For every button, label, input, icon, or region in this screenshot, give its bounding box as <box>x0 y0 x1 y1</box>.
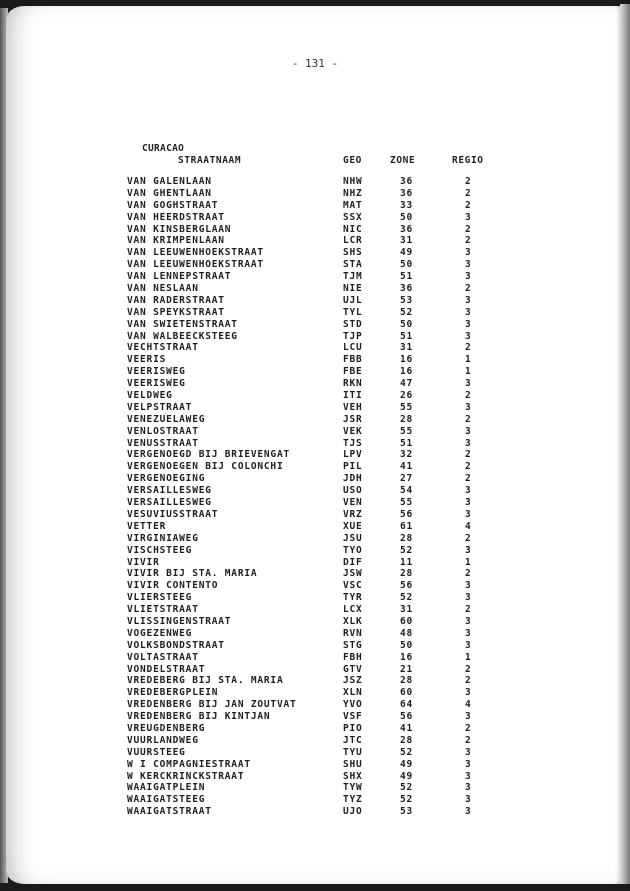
table-row <box>0 771 630 783</box>
table-row <box>0 271 630 283</box>
table-row <box>0 224 630 236</box>
table-row <box>0 331 630 343</box>
column-header-zone: ZONE <box>390 155 416 166</box>
geo-code: LCU <box>343 342 363 354</box>
table-row <box>0 711 630 723</box>
zone-number: 52 <box>400 544 414 556</box>
table-row <box>0 176 630 188</box>
street-name: VLIETSTRAAT <box>127 604 199 616</box>
street-name: VIVIR CONTENTO <box>127 580 219 592</box>
regio-number: 3 <box>465 794 472 806</box>
zone-number: 50 <box>400 259 414 271</box>
regio-number: 3 <box>465 318 472 330</box>
table-row <box>0 259 630 271</box>
street-name: VAN GALENLAAN <box>127 176 212 187</box>
street-name: VAN SWIETENSTRAAT <box>127 318 238 330</box>
regio-number: 2 <box>465 235 472 247</box>
geo-code: SHU <box>343 758 363 770</box>
table-row <box>0 675 630 687</box>
regio-number: 2 <box>465 176 472 187</box>
geo-code: TYU <box>343 746 363 758</box>
column-header-geo: GEO <box>343 155 362 166</box>
zone-number: 49 <box>400 770 414 782</box>
zone-number: 33 <box>400 199 414 211</box>
regio-number: 2 <box>465 199 472 211</box>
zone-number: 60 <box>400 687 414 699</box>
regio-number: 3 <box>465 401 472 413</box>
geo-code: NIC <box>343 223 363 235</box>
street-name: VETTER <box>127 520 167 532</box>
geo-code: XUE <box>343 520 363 532</box>
zone-number: 60 <box>400 615 414 627</box>
table-row <box>0 699 630 711</box>
table-row <box>0 557 630 569</box>
regio-number: 2 <box>465 413 472 425</box>
street-name: VAN GHENTLAAN <box>127 187 212 199</box>
zone-number: 36 <box>400 187 414 199</box>
street-name: WAAIGATSTRAAT <box>127 806 212 818</box>
table-row <box>0 188 630 200</box>
regio-number: 3 <box>465 758 472 770</box>
table-row <box>0 235 630 247</box>
table-row <box>0 604 630 616</box>
street-name: VIRGINIAWEG <box>127 532 199 544</box>
zone-number: 52 <box>400 746 414 758</box>
regio-number: 3 <box>465 615 472 627</box>
table-row <box>0 200 630 212</box>
geo-code: SHS <box>343 247 363 259</box>
street-name: VESUVIUSSTRAAT <box>127 508 219 520</box>
table-row <box>0 473 630 485</box>
regio-number: 3 <box>465 687 472 699</box>
regio-number: 3 <box>465 782 472 794</box>
table-row <box>0 794 630 806</box>
zone-number: 64 <box>400 699 414 711</box>
geo-code: LCX <box>343 604 363 616</box>
regio-number: 2 <box>465 663 472 675</box>
geo-code: XLK <box>343 615 363 627</box>
street-name: VREUGDENBERG <box>127 722 206 734</box>
regio-number: 3 <box>465 639 472 651</box>
table-row <box>0 461 630 473</box>
geo-code: TJS <box>343 437 363 449</box>
regio-number: 1 <box>465 556 472 568</box>
table-row <box>0 640 630 652</box>
geo-code: JSR <box>343 413 363 425</box>
geo-code: MAT <box>343 199 363 211</box>
street-name: WAAIGATSTEEG <box>127 794 206 806</box>
zone-number: 50 <box>400 211 414 223</box>
street-name: VIVIR BIJ STA. MARIA <box>127 568 258 580</box>
geo-code: JSZ <box>343 675 363 687</box>
table-row <box>0 580 630 592</box>
table-row <box>0 247 630 259</box>
regio-number: 2 <box>465 449 472 461</box>
street-name: WAAIGATPLEIN <box>127 782 206 794</box>
table-row <box>0 652 630 664</box>
table-row <box>0 342 630 354</box>
table-row <box>0 687 630 699</box>
table-row <box>0 759 630 771</box>
street-name: VAN KINSBERGLAAN <box>127 223 232 235</box>
regio-number: 3 <box>465 437 472 449</box>
geo-code: YVO <box>343 699 363 711</box>
table-row <box>0 295 630 307</box>
zone-number: 32 <box>400 449 414 461</box>
zone-number: 41 <box>400 461 414 473</box>
zone-number: 54 <box>400 485 414 497</box>
street-name: VELPSTRAAT <box>127 401 193 413</box>
zone-number: 56 <box>400 711 414 723</box>
street-name: VAN GOGHSTRAAT <box>127 199 219 211</box>
geo-code: STA <box>343 259 363 271</box>
table-row <box>0 616 630 628</box>
zone-number: 28 <box>400 675 414 687</box>
geo-code: TYL <box>343 306 363 318</box>
zone-number: 31 <box>400 235 414 247</box>
street-name: VLIERSTEEG <box>127 592 193 604</box>
regio-number: 4 <box>465 699 472 711</box>
zone-number: 50 <box>400 639 414 651</box>
geo-code: STG <box>343 639 363 651</box>
street-name: VUURLANDWEG <box>127 734 199 746</box>
geo-code: TYR <box>343 592 363 604</box>
geo-code: VRZ <box>343 508 363 520</box>
zone-number: 56 <box>400 508 414 520</box>
column-header-straatnaam: STRAATNAAM <box>178 155 242 166</box>
geo-code: ITI <box>343 390 363 402</box>
street-name: VELDWEG <box>127 390 173 402</box>
table-row <box>0 366 630 378</box>
regio-number: 2 <box>465 223 472 235</box>
geo-code: TYO <box>343 544 363 556</box>
geo-code: RKN <box>343 378 363 390</box>
regio-number: 1 <box>465 366 472 378</box>
zone-number: 28 <box>400 413 414 425</box>
table-row <box>0 354 630 366</box>
regio-number: 2 <box>465 283 472 295</box>
zone-number: 36 <box>400 283 414 295</box>
regio-number: 2 <box>465 390 472 402</box>
street-name: VUURSTEEG <box>127 746 186 758</box>
geo-code: JSW <box>343 568 363 580</box>
geo-code: JDH <box>343 473 363 485</box>
geo-code: TYZ <box>343 794 363 806</box>
regio-number: 2 <box>465 461 472 473</box>
table-row <box>0 319 630 331</box>
street-name: VOLKSBONDSTRAAT <box>127 639 225 651</box>
geo-code: STD <box>343 318 363 330</box>
regio-number: 2 <box>465 342 472 354</box>
regio-number: 3 <box>465 247 472 259</box>
geo-code: PIO <box>343 722 363 734</box>
table-row <box>0 628 630 640</box>
table-row <box>0 426 630 438</box>
regio-number: 3 <box>465 592 472 604</box>
zone-number: 31 <box>400 604 414 616</box>
zone-number: 48 <box>400 627 414 639</box>
geo-code: LCR <box>343 235 363 247</box>
regio-number: 3 <box>465 306 472 318</box>
zone-number: 52 <box>400 794 414 806</box>
zone-number: 16 <box>400 354 414 366</box>
geo-code: SSX <box>343 211 363 223</box>
column-header-regio: REGIO <box>452 155 484 166</box>
street-name: VERSAILLESWEG <box>127 485 212 497</box>
zone-number: 28 <box>400 734 414 746</box>
regio-number: 2 <box>465 734 472 746</box>
regio-number: 2 <box>465 532 472 544</box>
street-name: VEERISWEG <box>127 366 186 378</box>
geo-code: VEH <box>343 401 363 413</box>
table-row <box>0 497 630 509</box>
table-row <box>0 307 630 319</box>
street-name: VREDENBERG BIJ KINTJAN <box>127 711 271 723</box>
table-row <box>0 568 630 580</box>
table-row <box>0 806 630 818</box>
regio-number: 3 <box>465 378 472 390</box>
regio-number: 3 <box>465 508 472 520</box>
geo-code: VSC <box>343 580 363 592</box>
street-name: VLISSINGENSTRAAT <box>127 615 232 627</box>
street-name: VISCHSTEEG <box>127 544 193 556</box>
table-row <box>0 449 630 461</box>
zone-number: 16 <box>400 651 414 663</box>
regio-number: 1 <box>465 354 472 366</box>
table-row <box>0 747 630 759</box>
regio-number: 3 <box>465 580 472 592</box>
zone-number: 56 <box>400 580 414 592</box>
geo-code: PIL <box>343 461 363 473</box>
street-name: VAN KRIMPENLAAN <box>127 235 225 247</box>
regio-number: 4 <box>465 520 472 532</box>
street-name: VAN HEERDSTRAAT <box>127 211 225 223</box>
zone-number: 36 <box>400 223 414 235</box>
regio-number: 3 <box>465 746 472 758</box>
regio-number: 3 <box>465 806 472 818</box>
table-row <box>0 533 630 545</box>
zone-number: 41 <box>400 722 414 734</box>
table-row <box>0 212 630 224</box>
street-name: VERGENOEGING <box>127 473 206 485</box>
street-name: W KERCKRINCKSTRAAT <box>127 770 245 782</box>
geo-code: UJL <box>343 294 363 306</box>
zone-number: 52 <box>400 592 414 604</box>
street-name: VAN LENNEPSTRAAT <box>127 271 232 283</box>
street-name: VREDENBERG BIJ JAN ZOUTVAT <box>127 699 297 711</box>
table-row <box>0 592 630 604</box>
regio-number: 3 <box>465 211 472 223</box>
zone-number: 28 <box>400 532 414 544</box>
regio-number: 3 <box>465 497 472 509</box>
page-number: - 131 - <box>291 57 339 70</box>
street-name: VAN WALBEECKSTEEG <box>127 330 238 342</box>
regio-number: 3 <box>465 770 472 782</box>
table-row <box>0 485 630 497</box>
geo-code: DIF <box>343 556 363 568</box>
street-name: VREDEBERG BIJ STA. MARIA <box>127 675 284 687</box>
geo-code: TJP <box>343 330 363 342</box>
regio-number: 2 <box>465 722 472 734</box>
street-name: VIVIR <box>127 556 160 568</box>
zone-number: 55 <box>400 401 414 413</box>
street-name: VOLTASTRAAT <box>127 651 199 663</box>
table-row <box>0 402 630 414</box>
zone-number: 50 <box>400 318 414 330</box>
geo-code: TJM <box>343 271 363 283</box>
street-name: VENEZUELAWEG <box>127 413 206 425</box>
table-row <box>0 283 630 295</box>
zone-number: 52 <box>400 782 414 794</box>
geo-code: TYW <box>343 782 363 794</box>
street-name: VEERISWEG <box>127 378 186 390</box>
zone-number: 53 <box>400 806 414 818</box>
regio-number: 3 <box>465 627 472 639</box>
geo-code: VSF <box>343 711 363 723</box>
street-name: VOGEZENWEG <box>127 627 193 639</box>
geo-code: VEK <box>343 425 363 437</box>
table-row <box>0 378 630 390</box>
zone-number: 61 <box>400 520 414 532</box>
street-name: VERGENOEGEN BIJ COLONCHI <box>127 461 284 473</box>
zone-number: 21 <box>400 663 414 675</box>
geo-code: SHX <box>343 770 363 782</box>
table-row <box>0 390 630 402</box>
regio-number: 3 <box>465 425 472 437</box>
geo-code: FBH <box>343 651 363 663</box>
zone-number: 26 <box>400 390 414 402</box>
geo-code: RVN <box>343 627 363 639</box>
geo-code: GTV <box>343 663 363 675</box>
regio-number: 3 <box>465 271 472 283</box>
street-name: VAN NESLAAN <box>127 283 199 295</box>
regio-number: 3 <box>465 544 472 556</box>
geo-code: FBE <box>343 366 363 378</box>
street-name: VAN LEEUWENHOEKSTRAAT <box>127 259 264 271</box>
table-row <box>0 509 630 521</box>
table-row <box>0 723 630 735</box>
zone-number: 27 <box>400 473 414 485</box>
zone-number: 49 <box>400 758 414 770</box>
zone-number: 51 <box>400 437 414 449</box>
regio-number: 3 <box>465 485 472 497</box>
geo-code: NHZ <box>343 187 363 199</box>
zone-number: 55 <box>400 497 414 509</box>
street-name: VREDEBERGPLEIN <box>127 687 219 699</box>
table-row <box>0 414 630 426</box>
regio-number: 2 <box>465 187 472 199</box>
table-row <box>0 545 630 557</box>
region-label: CURACAO <box>142 143 185 154</box>
zone-number: 55 <box>400 425 414 437</box>
street-name: VECHTSTRAAT <box>127 342 199 354</box>
table-row <box>0 521 630 533</box>
geo-code: VEN <box>343 497 363 509</box>
regio-number: 2 <box>465 473 472 485</box>
zone-number: 36 <box>400 176 414 187</box>
street-name: W I COMPAGNIESTRAAT <box>127 758 251 770</box>
geo-code: NIE <box>343 283 363 295</box>
regio-number: 2 <box>465 675 472 687</box>
regio-number: 2 <box>465 604 472 616</box>
street-name: VAN SPEYKSTRAAT <box>127 306 225 318</box>
zone-number: 49 <box>400 247 414 259</box>
geo-code: FBB <box>343 354 363 366</box>
zone-number: 51 <box>400 330 414 342</box>
geo-code: LPV <box>343 449 363 461</box>
street-name: VERSAILLESWEG <box>127 497 212 509</box>
zone-number: 16 <box>400 366 414 378</box>
table-row <box>0 664 630 676</box>
geo-code: NHW <box>343 176 363 187</box>
regio-number: 3 <box>465 294 472 306</box>
table-row <box>0 782 630 794</box>
regio-number: 3 <box>465 711 472 723</box>
geo-code: UJO <box>343 806 363 818</box>
zone-number: 51 <box>400 271 414 283</box>
table-row <box>0 438 630 450</box>
geo-code: XLN <box>343 687 363 699</box>
regio-number: 1 <box>465 651 472 663</box>
street-name: VAN LEEUWENHOEKSTRAAT <box>127 247 264 259</box>
table-row <box>0 735 630 747</box>
zone-number: 53 <box>400 294 414 306</box>
zone-number: 31 <box>400 342 414 354</box>
street-name: VENLOSTRAAT <box>127 425 199 437</box>
zone-number: 28 <box>400 568 414 580</box>
street-name: VERGENOEGD BIJ BRIEVENGAT <box>127 449 290 461</box>
regio-number: 3 <box>465 259 472 271</box>
regio-number: 3 <box>465 330 472 342</box>
zone-number: 47 <box>400 378 414 390</box>
street-name: VENUSSTRAAT <box>127 437 199 449</box>
geo-code: JSU <box>343 532 363 544</box>
street-name: VEERIS <box>127 354 167 366</box>
street-table <box>0 176 630 818</box>
zone-number: 52 <box>400 306 414 318</box>
regio-number: 2 <box>465 568 472 580</box>
street-name: VAN RADERSTRAAT <box>127 294 225 306</box>
geo-code: JTC <box>343 734 363 746</box>
street-name: VONDELSTRAAT <box>127 663 206 675</box>
zone-number: 11 <box>400 556 414 568</box>
geo-code: USO <box>343 485 363 497</box>
